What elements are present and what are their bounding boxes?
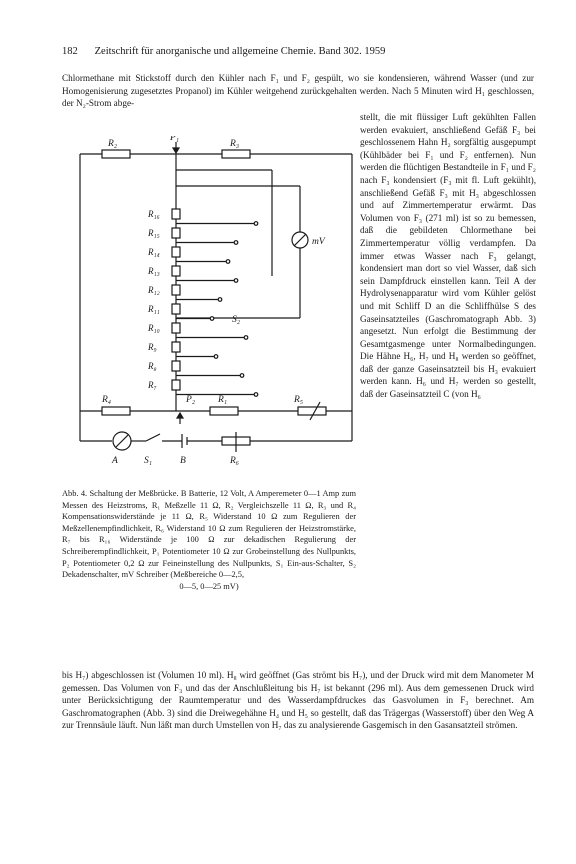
running-header bbox=[62, 46, 532, 57]
circuit-diagram bbox=[62, 136, 356, 486]
resistor-r14 bbox=[172, 247, 180, 257]
outro-paragraph: bis H₇) abgeschlossen ist (Volumen 10 ml). H₈ wird geöffnet (Gas strömt bis H₇), und der Druck wird mit dem Manometer M gemessen. Das Volumen von F₃ und das der Anschlußleitung bis H₇ ist bekannt (296 ml). Aus dem gemessenen Druck wird unter Berücksichtigung der Raumtemperatur und des Wasserdampfdruckes das Gasvolumen in F₃ berechnet. Am Gaschromatographen (Abb. 3) sind die Dreiwegehähne H₄ und H₅ so gestellt, daß das Trägergas (Wasserstoff) über den Weg A zur Trennsäule läuft. Nun läßt man durch Umstellen von H₇ das zu analysierende Gasgemisch in den Gasansatzteil strömen. bbox=[62, 670, 534, 731]
label-r9: R₉ bbox=[148, 342, 157, 352]
switch-contact bbox=[218, 298, 222, 302]
label-s1: S₁ bbox=[144, 456, 153, 466]
caption-text: Abb. 4. Schaltung der Meßbrücke. B Batterie, 12 Volt, A Amperemeter 0—1 Amp zum Messen des Heizstroms, R₁ Meßzelle 11 Ω, R₂ Vergleichszelle 11 Ω, R₃ und R₄ Kompensationswiderstände je 11 Ω, R₅ Widerstand 10 Ω zum Regulieren der Meßzellenempfindlichkeit, R₆ Widerstand 10 Ω zum Regulieren der Heizstromstärke, R₇ bis R₁₆ Widerstände je 100 Ω zur dekadischen Regulierung der Schreiberempfindlichkeit, P₁ Potentiometer 10 Ω zur Grobeinstellung des Nullpunkts, P₂ Potentiometer 0,2 Ω zur Feineinstellung des Nullpunkts, S₁ Ein-aus-Schalter, S₂ Dekadenschalter, mV Schreiber (Meßbereiche 0—2,5, bbox=[62, 489, 356, 580]
circuit-diagram-figure bbox=[62, 136, 356, 486]
label-r1: R₁ bbox=[218, 395, 228, 405]
switch-contact bbox=[210, 317, 214, 321]
resistor-r12 bbox=[172, 285, 180, 295]
label-r13: R₁₃ bbox=[148, 266, 160, 276]
label-r4: R₄ bbox=[102, 395, 112, 405]
switch-contact bbox=[214, 355, 218, 359]
label-r2: R₂ bbox=[108, 139, 118, 149]
label-s2: S₂ bbox=[232, 315, 241, 325]
label-b: B bbox=[180, 456, 186, 466]
right-column-text: stellt, die mit flüssiger Luft gekühlten Fallen werden evakuiert, anschließend Gefäß F₃ bei geschlossenem Hahn H₂ sorgfältig ausgepumpt (Kühlbäder bei F₁ und F₂ entfernen). Nun werden die flüchtigen Bestandteile in F₁ und F₂ nach F₃ kondensiert (F₃ mit fl. Luft gekühlt), anschließend Gefäß F₃ mit H₃ abgeschlossen und auf Zimmertemperatur erwärmt. Das Volumen von F₃ (271 ml) ist so zu bemessen, daß die gebildeten Chlormethane bei Zimmertemperatur völlig verdampfen. Da immer etwas Wasser nach F₃ gelangt, kondensiert man dort so viel Wasser, daß sich sein Dampfdruck einstellen kann. Teil A der Hydrolysenapparatur wird vom Kühler gelöst und mit Schliff D an die Schliffhülse S des Gaseinsatzteiles (Gaschromatograph Abb. 3) angesetzt. Nun erfolgt die Bestimmung der Gesamtgasmenge unter Normalbedingungen. Die Hähne H₆, H₇ und H₈ werden so geöffnet, daß der ganze Gaseinsatzteil bis H₃ evakuiert werden kann. H₆ und H₇ werden so gestellt, daß der Gaseinsatzteil C (von H₆ bbox=[360, 112, 536, 400]
label-p1: P₁ bbox=[170, 136, 180, 143]
label-p2: P₂ bbox=[186, 395, 196, 405]
label-r6: R₆ bbox=[230, 456, 240, 466]
resistor-r7 bbox=[172, 380, 180, 390]
switch-contact bbox=[234, 279, 238, 283]
switch-contact bbox=[244, 336, 248, 340]
switch-contact bbox=[226, 260, 230, 264]
switch-contact bbox=[234, 241, 238, 245]
label-r8: R₈ bbox=[148, 361, 157, 371]
label-r12: R₁₂ bbox=[148, 285, 160, 295]
resistor-r11 bbox=[172, 304, 180, 314]
label-mv: mV bbox=[312, 237, 325, 247]
resistor-r16 bbox=[172, 209, 180, 219]
label-r5: R₅ bbox=[294, 395, 304, 405]
resistor-r8 bbox=[172, 361, 180, 371]
running-title: Zeitschrift für anorganische und allgemeine Chemie. Band 302. 1959 bbox=[94, 46, 386, 57]
label-r16: R₁₆ bbox=[148, 209, 160, 219]
caption-last-line: 0—5, 0—25 mV) bbox=[179, 581, 239, 591]
switch-contact bbox=[254, 222, 258, 226]
switch-contact bbox=[240, 374, 244, 378]
resistor-r9 bbox=[172, 342, 180, 352]
label-r15: R₁₅ bbox=[148, 228, 160, 238]
page-number: 182 bbox=[62, 46, 78, 57]
resistor-r15 bbox=[172, 228, 180, 238]
label-r7: R₇ bbox=[148, 380, 157, 390]
label-r3: R₃ bbox=[230, 139, 240, 149]
figure-caption bbox=[62, 488, 356, 592]
label-r14: R₁₄ bbox=[148, 247, 160, 257]
intro-paragraph: Chlormethane mit Stickstoff durch den Kühler nach F₁ und F₂ gespült, wo sie kondensieren, während Wasser (und zur Homogenisierung zugesetztes Propanol) im Kühler weitgehend zurückgehalten werden. Nach 5 Minuten wird H₁ geschlossen, der N₂-Strom abge- bbox=[62, 73, 534, 109]
switch-contact bbox=[254, 393, 258, 397]
label-r11: R₁₁ bbox=[148, 304, 160, 314]
label-a: A bbox=[112, 456, 118, 466]
label-r10: R₁₀ bbox=[148, 323, 160, 333]
resistor-r13 bbox=[172, 266, 180, 276]
resistor-r10 bbox=[172, 323, 180, 333]
